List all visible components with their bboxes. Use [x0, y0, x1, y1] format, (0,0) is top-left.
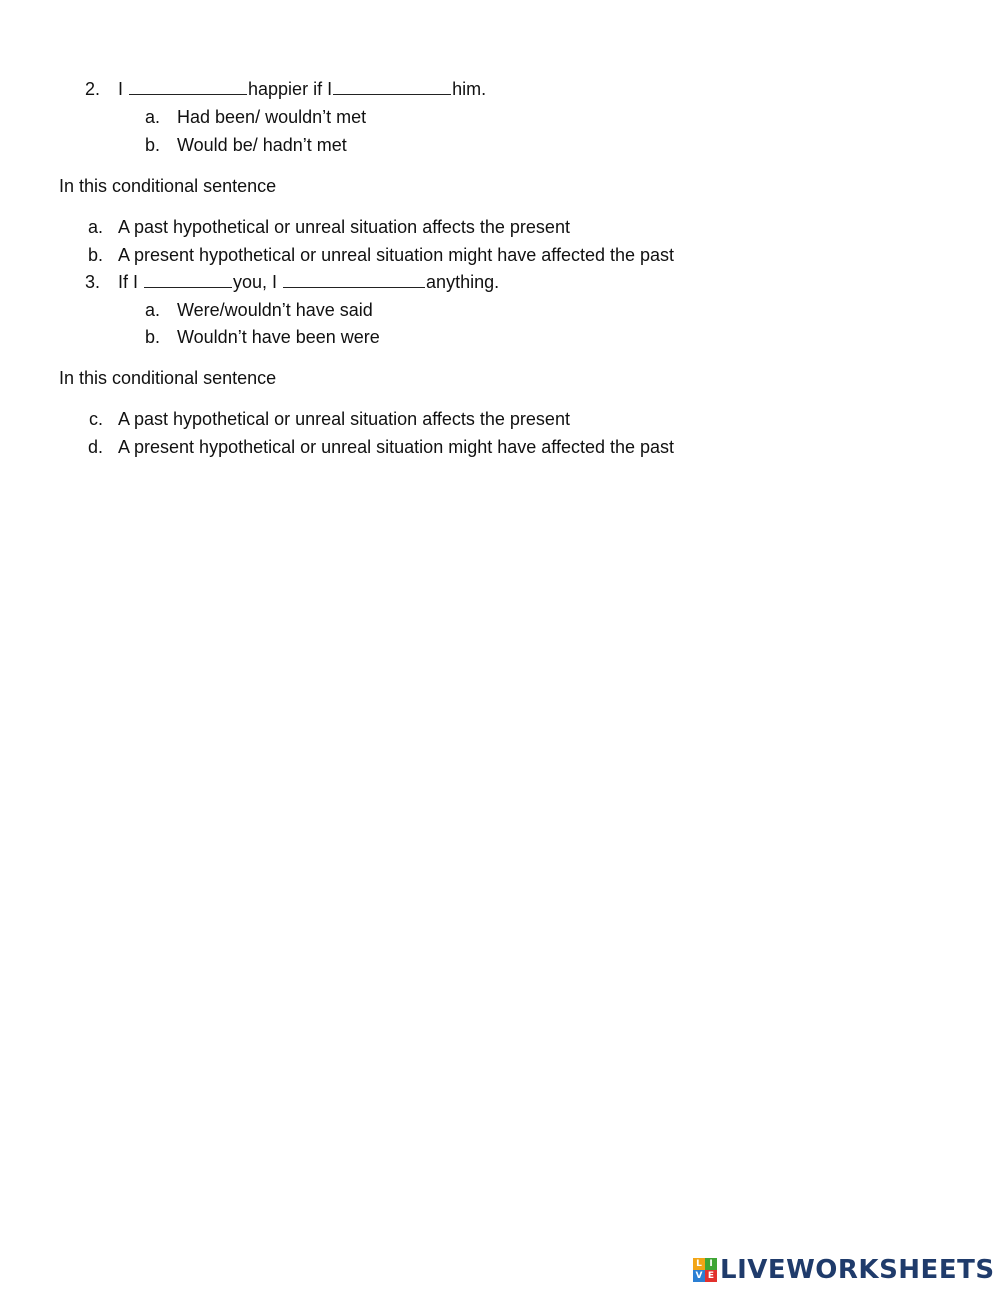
question-text	[118, 271, 499, 293]
question-text-part: you, I	[233, 272, 283, 292]
option-letter: c.	[88, 409, 103, 429]
section-intro: In this conditional sentence	[59, 368, 277, 388]
answer-blank[interactable]	[144, 271, 232, 288]
option-text: A past hypothetical or unreal situation affects the present	[118, 217, 570, 237]
brand-name: LIVEWORKSHEETS	[720, 1255, 995, 1285]
option-letter: b.	[144, 135, 160, 155]
option-text: Were/wouldn’t have said	[177, 300, 373, 320]
question-number: 2.	[84, 79, 100, 99]
section-intro: In this conditional sentence	[59, 176, 277, 196]
liveworksheets-brand	[693, 1254, 995, 1286]
option-text: Had been/ wouldn’t met	[177, 107, 367, 127]
option-letter: d.	[87, 437, 103, 457]
option-letter: a.	[144, 300, 160, 320]
option-letter: b.	[144, 327, 160, 347]
option-letter: a.	[144, 107, 160, 127]
question-text-part: anything.	[426, 272, 500, 292]
option-text: Would be/ hadn’t met	[177, 135, 347, 155]
logo-letter: V	[693, 1270, 705, 1282]
question-text-part: him.	[452, 79, 487, 99]
option-text: A present hypothetical or unreal situation might have affected the past	[118, 437, 675, 457]
liveworksheets-logo-icon	[693, 1258, 717, 1282]
logo-letter: E	[705, 1270, 717, 1282]
option-letter: a.	[87, 217, 103, 237]
option-letter: b.	[87, 245, 103, 265]
answer-blank[interactable]	[129, 78, 247, 95]
question-number: 3.	[84, 272, 100, 292]
question-text-part: happier if I	[248, 79, 333, 99]
option-text: A past hypothetical or unreal situation affects the present	[118, 409, 570, 429]
answer-blank[interactable]	[333, 78, 451, 95]
logo-letter: I	[705, 1258, 717, 1270]
answer-blank[interactable]	[283, 271, 425, 288]
question-text	[118, 78, 486, 100]
question-text-part: If I	[118, 272, 144, 292]
option-text: A present hypothetical or unreal situation might have affected the past	[118, 245, 675, 265]
logo-letter: L	[693, 1258, 705, 1270]
option-text: Wouldn’t have been were	[177, 327, 380, 347]
question-text-part: I	[118, 79, 129, 99]
